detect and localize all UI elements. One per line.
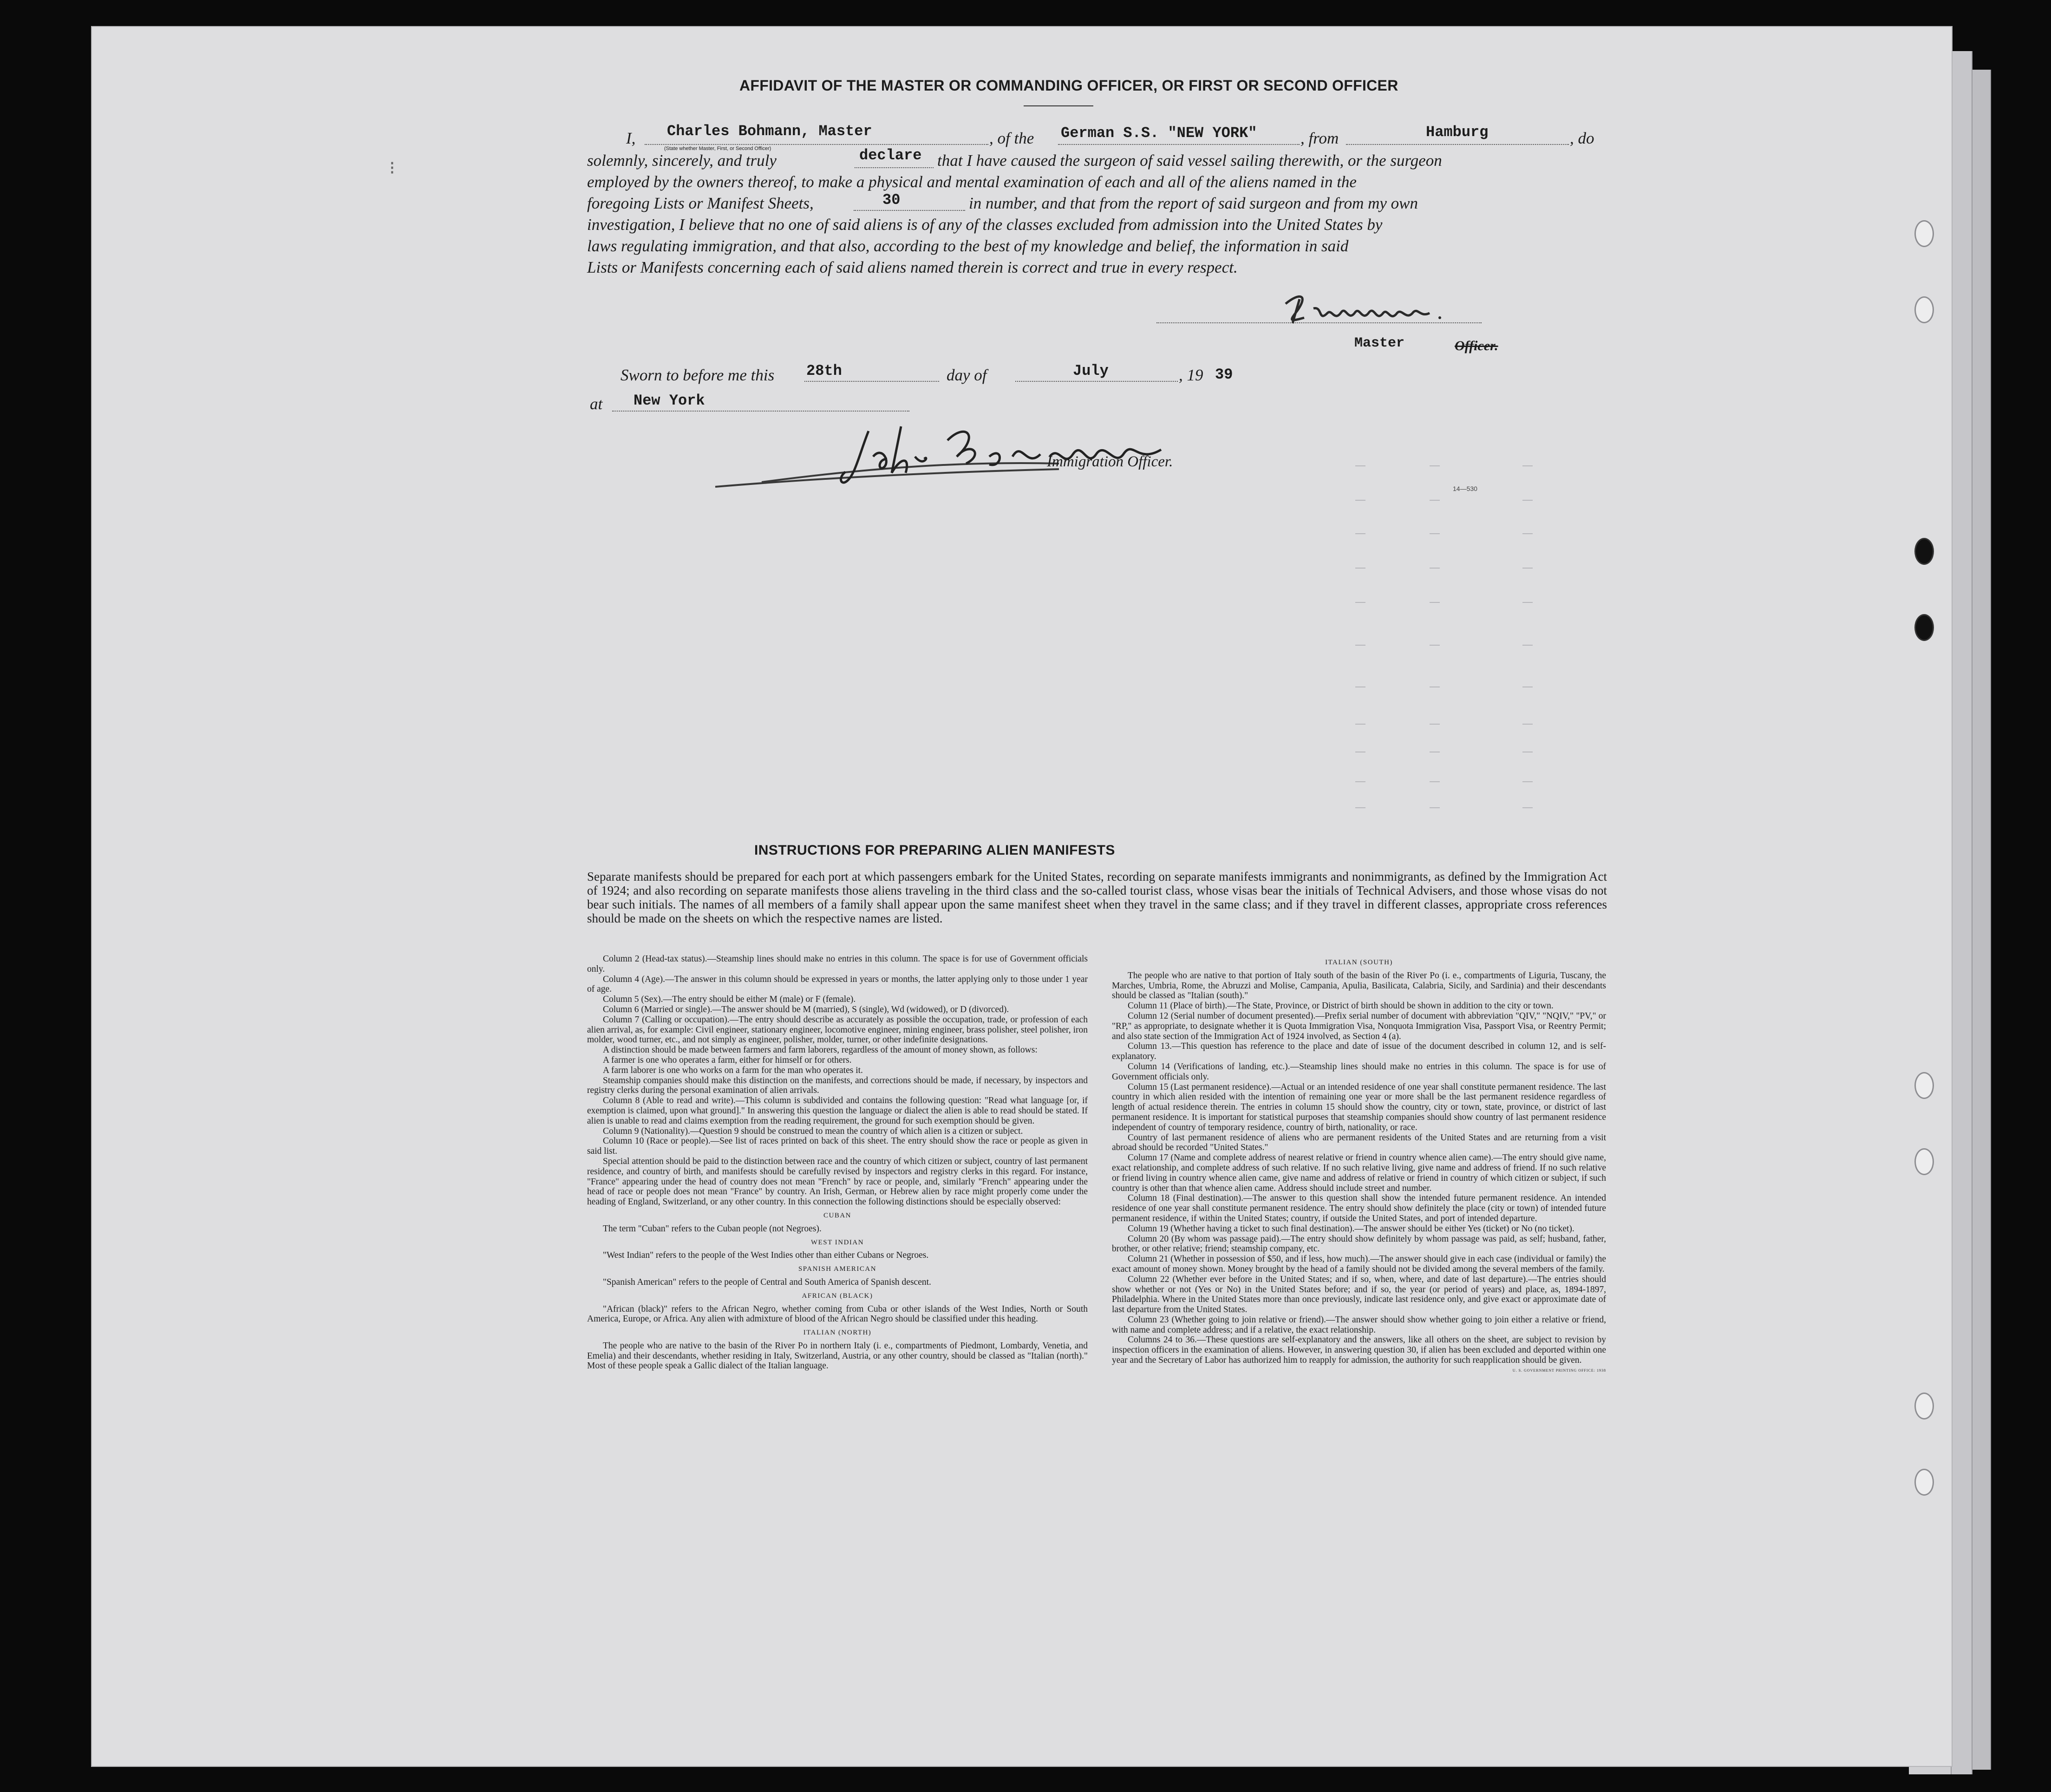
bleed-through-mark (1522, 807, 1533, 808)
master-signature-icon (1272, 285, 1467, 332)
section-heading: AFRICAN (BLACK) (802, 1292, 873, 1300)
printer-imprint: U. S. GOVERNMENT PRINTING OFFICE: 1938 (1512, 1368, 1606, 1373)
sworn-year-field: 39 (1215, 366, 1233, 383)
bleed-through-mark (1522, 568, 1533, 569)
section-paragraph: The term "Cuban" refers to the Cuban people (not Negroes). (603, 1223, 822, 1234)
instruction-paragraph: Column 2 (Head-tax status).—Steamship lines should make no entries in this column. The space is for use of Government officials only. (587, 954, 1088, 974)
instruction-paragraph: Column 6 (Married or single).—The answer should be M (married), S (single), Wd (widowed), or D (divorced). (603, 1004, 1009, 1014)
sworn-place-field: New York (634, 392, 705, 409)
bleed-through-mark (1522, 500, 1533, 501)
bleed-through-mark (1355, 568, 1365, 569)
bleed-through-mark (1355, 465, 1365, 466)
instruction-paragraph: Column 19 (Whether having a ticket to such final destination).—The answer should be either Yes (ticket) or No (no ticket). (1128, 1223, 1574, 1234)
affidavit-title: AFFIDAVIT OF THE MASTER OR COMMANDING OFFICER, OR FIRST OR SECOND OFFICER (739, 77, 1398, 94)
margin-mark: ⁝ (389, 157, 395, 178)
text-fragment: in number, and that from the report of said surgeon and from my own (969, 194, 1418, 212)
affidavit-line-5: investigation, I believe that no one of said aliens is of any of the classes excluded from admission into the United States by (587, 216, 1383, 234)
text-fragment: , do (1570, 129, 1594, 147)
bleed-through-mark (1522, 781, 1533, 782)
section-paragraph: "African (black)" refers to the African Negro, whether coming from Cuba or other islands of the West Indies, North or South America, Europe, or Africa. Any alien with admixture of blood of the African Negro should be classified under this heading. (587, 1304, 1088, 1324)
bleed-through-mark (1430, 781, 1440, 782)
section-paragraph: The people who are native to the basin of the River Po in northern Italy (i. e., compartments of Piedmont, Lombardy, Venetia, and Emelia) and their descendants, whether residing in Italy, Switzerland, Austria, or any other country, should be classed as "Italian (north)." Most of these people speak a Gallic dialect of the Italian language. (587, 1341, 1088, 1371)
text-fragment: , 19 (1179, 366, 1203, 384)
bleed-through-mark (1522, 465, 1533, 466)
bleed-through-mark (1355, 781, 1365, 782)
text-fragment: , from (1300, 129, 1339, 147)
instruction-paragraph: A distinction should be made between farmers and farm laborers, regardless of the amount of money shown, as follows: (603, 1045, 1038, 1055)
instruction-paragraph: Column 18 (Final destination).—The answer to this question shall show the intended future permanent residence. An intended residence of one year shall constitute permanent residence. The entry should show definitely the place (city or town) of intended future permanent residence, if within the United States; country, if outside the United States, and port of intended departure. (1112, 1193, 1606, 1223)
officer-rank-note: (State whether Master, First, or Second Officer) (664, 146, 771, 151)
instruction-paragraph: Column 4 (Age).—The answer in this column should be expressed in years or months, the latter applying only to those under 1 year of age. (587, 974, 1088, 994)
section-heading: CUBAN (823, 1211, 851, 1219)
instruction-paragraph: Column 14 (Verifications of landing, etc.).—Steamship lines should make no entries in this column. The space is for use of Government officials only. (1112, 1061, 1606, 1082)
fill-line (855, 167, 934, 168)
text-fragment: at (590, 395, 603, 413)
text-fragment: I, (626, 129, 636, 147)
instruction-paragraph: Columns 24 to 36.—These questions are self-explanatory and the answers, like all others on the sheet, are subject to revision by inspection officers in the examination of aliens. However, in answering question 30, if alien has been excluded and deported within one year and the Secretary of Labor has authorized him to reapply for admission, the authority for such reapplication should be given. (1112, 1335, 1606, 1366)
instruction-paragraph: Column 15 (Last permanent residence).—Actual or an intended residence of one year shall constitute permanent residence. The last country in which alien resided with the intention of remaining one year or more shall be the last permanent residence regardless of length of actual residence therein. The entries in column 15 should show the country, city or town, state, province, or district of last permanent residence. It is important for statistical purposes that steamship companies should show country of last permanent residence independent of country of temporary residence, country of birth, nationality, or race. (1112, 1082, 1606, 1132)
manifest-page (91, 26, 1953, 1767)
signer-title-field: Master (1354, 335, 1405, 351)
bleed-through-mark (1430, 465, 1440, 466)
instructions-intro: Separate manifests should be prepared for each port at which passengers embark for the United States, recording on separate manifests immigrants and nonimmigrants, as defined by the Immigration Act of 1924; and also recording on separate manifests those aliens traveling in the third class and the so-called tourist class, whose visas bear the initials of Technical Advisers, and those whose visas do not bear such initials. The names of all members of a family shall appear upon the same manifest sheet when they travel in the same class; and if they travel in different classes, appropriate cross references should be made on the sheets on which the respective names are listed. (587, 870, 1607, 925)
bleed-through-mark (1355, 602, 1365, 603)
bleed-through-mark (1355, 645, 1365, 646)
instruction-paragraph: Special attention should be paid to the distinction between race and the country of which citizen or subject, country of last permanent residence, and country of birth, and manifests should be carefully revised by inspectors and registry clerks in this regard. For instance, "France" appearing under the head of country does not mean "French" by race or people, and, similarly "French" appearing under the head of race or people does not mean "France" by country. An Irish, German, or Hebrew alien by race might properly come under the heading of England, Switzerland, or any other country. In this connection the following distinctions should be especially observed: (587, 1156, 1088, 1207)
section-paragraph: "West Indian" refers to the people of the West Indies other than either Cubans or Negroes. (603, 1250, 929, 1261)
signature-line (1156, 322, 1482, 323)
instruction-paragraph: A farm laborer is one who works on a farm for the man who operates it. (603, 1065, 863, 1075)
section-heading: WEST INDIAN (810, 1238, 864, 1246)
bleed-through-mark (1430, 724, 1440, 725)
instruction-paragraph: A farmer is one who operates a farm, either for himself or for others. (603, 1055, 852, 1065)
instructions-left-column (587, 954, 1088, 1371)
section-heading: SPANISH AMERICAN (798, 1265, 877, 1273)
instruction-paragraph: Column 23 (Whether going to join relative or friend).—The answer should show whether going to join either a relative or friend, with name and complete address; and if a relative, the exact relationship. (1112, 1315, 1606, 1335)
bleed-through-mark (1430, 602, 1440, 603)
fill-line (1346, 144, 1569, 145)
manifest-sheet-count-field: 30 (882, 191, 901, 209)
fill-line (1058, 144, 1300, 145)
master-name-field: Charles Bohmann, Master (667, 123, 872, 140)
text-fragment: foregoing Lists or Manifest Sheets, (587, 194, 814, 212)
instruction-paragraph: Column 11 (Place of birth).—The State, Province, or District of birth should be shown in addition to the city or town. (1128, 1001, 1554, 1011)
bleed-through-mark (1430, 533, 1440, 534)
fill-line (804, 381, 939, 382)
form-code: 14—530 (1453, 485, 1477, 492)
instruction-paragraph: The people who are native to that portion of Italy south of the basin of the River Po (i. e., compartments of Liguria, Tuscany, the Marches, Umbria, Rome, the Abruzzi and Molise, Campania, Apulia, Basilicata, Calabria, Sicily, and Sardinia) and their descendants should be classed as "Italian (south)." (1112, 970, 1606, 1001)
bleed-through-mark (1522, 533, 1533, 534)
vessel-field: German S.S. "NEW YORK" (1061, 124, 1257, 142)
section-heading: ITALIAN (SOUTH) (1325, 959, 1393, 966)
text-fragment: , of the (989, 129, 1034, 147)
bleed-through-mark (1430, 807, 1440, 808)
binder-hole-icon (1914, 538, 1934, 565)
fill-line (645, 144, 988, 145)
text-fragment: Sworn to before me this (621, 366, 775, 384)
bleed-through-mark (1522, 645, 1533, 646)
binder-hole-icon (1914, 220, 1934, 247)
fill-line (854, 210, 965, 211)
instruction-paragraph: Column 17 (Name and complete address of nearest relative or friend in country whence alien came).—The entry should give name, exact relationship, and complete address of such relative. If no such relative living, give name and address of friend. If no such relative or friend living in country whence alien came, give name and address of relative or friend in country of which citizen or subject, if such country is other than that whence alien came. Address should include street and number. (1112, 1153, 1606, 1193)
text-fragment: that I have caused the surgeon of said vessel sailing therewith, or the surgeon (937, 151, 1442, 170)
binder-hole-icon (1914, 1072, 1934, 1099)
bleed-through-mark (1355, 500, 1365, 501)
instruction-paragraph: Column 12 (Serial number of document presented).—Prefix serial number of document with abbreviation "QIV," "NQIV," "PV," or "RP," as appropriate, to designate whether it is Quota Immigration Visa, Nonquota Immigration Visa, Passport Visa, or Reentry Permit; and also state section of the Immigration Act of 1924 involved, as Section 4 (a). (1112, 1011, 1606, 1041)
section-heading: ITALIAN (NORTH) (803, 1329, 872, 1337)
instruction-paragraph: Column 5 (Sex).—The entry should be either M (male) or F (female). (603, 994, 856, 1005)
instructions-right-column (1112, 954, 1606, 1376)
instruction-paragraph: Column 10 (Race or people).—See list of races printed on back of this sheet. The entry should show the race or people as given in said list. (587, 1136, 1088, 1157)
bleed-through-mark (1355, 724, 1365, 725)
bleed-through-mark (1522, 602, 1533, 603)
bleed-through-mark (1522, 724, 1533, 725)
instruction-paragraph: Column 7 (Calling or occupation).—The entry should describe as accurately as possible the occupation, trade, or profession of each alien arrival, as, for example: Civil engineer, stationary engineer, locomotive engineer, mining engineer, brass polisher, steel polisher, iron molder, wood turner, etc., and not simply as engineer, polisher, molder, turner, or other indefinite designations. (587, 1014, 1088, 1045)
instruction-paragraph: Column 21 (Whether in possession of $50, and if less, how much).—The answer should give in each case (individual or family) the exact amount of money shown. Money brought by the head of a family should not be divided among the several members of the family. (1112, 1254, 1606, 1274)
instruction-paragraph: Steamship companies should make this distinction on the manifests, and corrections should be made, if necessary, by inspectors and registry clerks during the personal examination of alien arrivals. (587, 1075, 1088, 1096)
immigration-officer-signature-icon (706, 412, 1319, 501)
bleed-through-mark (1430, 500, 1440, 501)
immigration-officer-label: Immigration Officer. (1047, 453, 1173, 470)
bleed-through-mark (1355, 807, 1365, 808)
departure-port-field: Hamburg (1426, 124, 1489, 141)
instruction-paragraph: Column 22 (Whether ever before in the United States; and if so, when, where, and date of last departure).—The entries should show whether or not (Yes or No) in the United States before; and if so, the year (or period of years) and place, as, 1894-1897, Philadelphia. Where in the United States more than once previously, indicate last residence only, and give exact or approximate date of last departure from the United States. (1112, 1274, 1606, 1315)
binder-hole-icon (1914, 296, 1934, 323)
fill-line (1015, 381, 1178, 382)
affidavit-line-7: Lists or Manifests concerning each of said aliens named therein is correct and true in every respect. (587, 258, 1238, 276)
instructions-title: INSTRUCTIONS FOR PREPARING ALIEN MANIFESTS (754, 843, 1115, 858)
instruction-paragraph: Country of last permanent residence of aliens who are permanent residents of the United States and are returning from a visit abroad should be recorded "United States." (1112, 1132, 1606, 1153)
affidavit-line-3: employed by the owners thereof, to make a physical and mental examination of each and all of the aliens named in the (587, 173, 1357, 191)
text-fragment: day of (947, 366, 987, 384)
bleed-through-mark (1430, 568, 1440, 569)
affidavit-line-1 (626, 129, 635, 148)
title-rule (1024, 105, 1093, 106)
declaration-verb-field: declare (859, 147, 922, 164)
sworn-day-field: 28th (806, 362, 842, 379)
sworn-month-field: July (1073, 362, 1109, 379)
binder-hole-icon (1914, 1393, 1934, 1419)
affidavit-line-6: laws regulating immigration, and that also, according to the best of my knowledge and belief, the information in said (587, 237, 1349, 255)
bleed-through-mark (1430, 645, 1440, 646)
instruction-paragraph: Column 20 (By whom was passage paid).—The entry should show definitely by whom passage was paid, as self; husband, father, brother, or other relative; friend; steamship company, etc. (1112, 1234, 1606, 1254)
instruction-paragraph: Column 9 (Nationality).—Question 9 should be construed to mean the country of which alien is a citizen or subject. (603, 1126, 1023, 1136)
instruction-paragraph: Column 8 (Able to read and write).—This column is subdivided and contains the following question: "Read what language [or, if exemption is claimed, upon what ground]." In answering this question the language or dialect the alien is able to read should be stated. If alien is unable to read and claims exemption from the reading requirement, the ground for such exemption should be given. (587, 1096, 1088, 1126)
binder-hole-icon (1914, 614, 1934, 641)
section-paragraph: "Spanish American" refers to the people of Central and South America of Spanish descent. (603, 1277, 931, 1287)
binder-hole-icon (1914, 1148, 1934, 1175)
text-fragment: solemnly, sincerely, and truly (587, 151, 777, 170)
binder-hole-icon (1914, 1469, 1934, 1496)
struck-title-text: Officer. (1455, 338, 1498, 353)
bleed-through-mark (1355, 533, 1365, 534)
fill-line (612, 411, 909, 412)
instruction-paragraph: Column 13.—This question has reference to the place and date of issue of the document described in column 12, and is self-explanatory. (1112, 1041, 1606, 1062)
